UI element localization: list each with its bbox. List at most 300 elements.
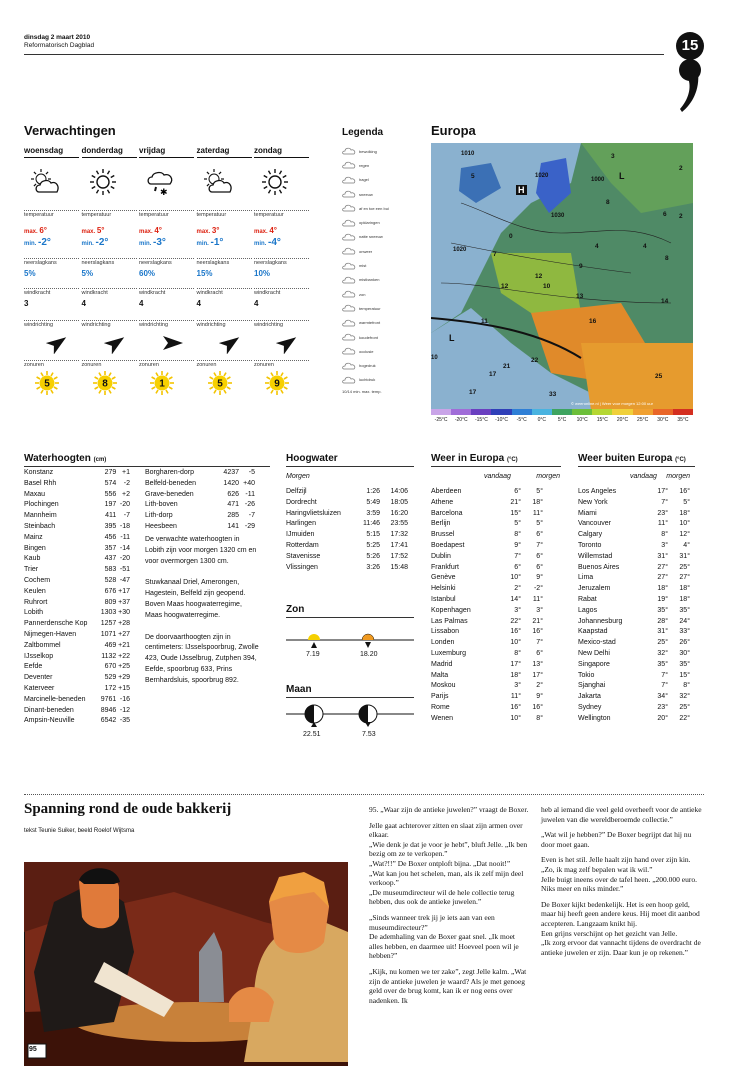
wind-label: windkracht (139, 288, 194, 296)
table-cell: Los Angeles (578, 488, 617, 495)
table-cell: 285 (227, 512, 239, 520)
table-row (24, 608, 130, 619)
partly-cloudy-icon (203, 168, 235, 198)
weer-buiten-unit: (°C) (675, 457, 686, 463)
sun-label: zonuren (82, 360, 137, 368)
weer-buiten-rule (578, 466, 695, 467)
table-cell: Pannerdensche Kop (24, 620, 88, 628)
table-row (145, 500, 255, 511)
map-temp: 14 (661, 298, 669, 305)
header-date: dinsdag 2 maart 2010 (24, 34, 91, 41)
svg-text:5: 5 (216, 378, 223, 390)
svg-text:5: 5 (44, 378, 50, 390)
table-cell: 18° (510, 671, 521, 679)
legend-label: onweer (359, 248, 373, 254)
table-row (578, 509, 690, 520)
table-row (24, 533, 130, 544)
table-cell: 7° (536, 639, 543, 647)
legend-symbol-icon (342, 261, 356, 271)
table-cell: 25° (679, 703, 690, 711)
table-cell: IJmuiden (286, 531, 315, 539)
table-row (24, 630, 130, 641)
table-cell: 7° (536, 541, 543, 549)
page-header (24, 34, 94, 50)
map-temp: 12 (501, 283, 509, 290)
table-row (286, 563, 411, 574)
legend-label: af en toe een bui (359, 205, 389, 211)
table-cell: 35° (679, 606, 690, 614)
table-cell: -2° (533, 585, 543, 593)
scale-tick: 30°C (657, 417, 669, 423)
table-cell: 17:52 (390, 552, 408, 560)
table-cell: 357 (104, 544, 117, 552)
legend-item (342, 244, 420, 258)
partly-cloudy-icon (30, 168, 62, 198)
min-label: min. (24, 241, 39, 247)
table-cell: Tokio (578, 671, 595, 679)
weer-buiten-cols (630, 473, 690, 480)
header-rule (24, 54, 664, 55)
scale-tick: 15°C (596, 417, 608, 423)
map-label-10: 10 (431, 355, 438, 361)
table-cell: 1257 (100, 620, 117, 628)
table-cell: Cochem (24, 576, 51, 584)
map-credit: © weeronline.nl | Weer voor morgen 12:00 uur (571, 401, 653, 406)
map-temp: 22 (531, 357, 539, 364)
table-cell: 15:48 (390, 563, 408, 571)
precip-value: 60% (139, 269, 156, 278)
table-row (431, 487, 543, 498)
legend-item (342, 273, 420, 287)
map-temp: 2 (679, 213, 683, 220)
day-name: zaterdag (197, 146, 252, 158)
table-row (24, 652, 130, 663)
legend-symbol-icon (342, 246, 356, 256)
table-cell: 2° (536, 682, 543, 690)
table-cell: 8° (661, 531, 668, 539)
hoogwater-rule (286, 466, 414, 467)
moonset-time: 7.53 (362, 731, 376, 738)
table-cell: Lobith (24, 609, 44, 617)
map-temp: 17 (469, 389, 477, 396)
sun-label: zonuren (254, 360, 309, 368)
table-cell: 14:06 (390, 488, 408, 495)
table-cell: Haringvlietsluizen (286, 509, 341, 517)
table-cell: 31° (657, 628, 668, 636)
table-cell: Boedapest (431, 541, 465, 549)
table-cell: 456 (104, 533, 117, 541)
table-cell: Willemstad (578, 552, 613, 560)
table-row (286, 519, 411, 530)
table-cell: Basel Rhh (24, 479, 57, 487)
min-temp (24, 237, 79, 248)
map-temp: 10 (543, 283, 551, 290)
precip-label: neerslagkans (24, 258, 79, 266)
table-cell: 26° (679, 639, 690, 647)
table-cell: -35 (119, 717, 130, 725)
table-cell: Katerveer (24, 684, 55, 692)
table-row (431, 584, 543, 595)
min-value: -4° (268, 237, 281, 248)
table-cell: Ruhrort (24, 598, 48, 606)
table-cell: Grave-beneden (145, 490, 194, 498)
table-cell: Parijs (431, 693, 449, 701)
legend-item (342, 373, 420, 387)
table-row (431, 606, 543, 617)
table-cell: 31° (657, 552, 668, 560)
table-row (431, 692, 543, 703)
table-cell: 17° (657, 488, 668, 495)
table-cell: 172 (104, 684, 117, 692)
table-cell: 8° (514, 531, 521, 539)
table-cell: Wenen (431, 714, 454, 722)
table-row (578, 519, 690, 530)
temperature-scale (431, 417, 693, 423)
table-cell: 4237 (223, 469, 239, 476)
table-cell: 18:05 (390, 498, 408, 506)
table-cell: 35° (657, 660, 668, 668)
story-column-1 (369, 805, 529, 1011)
table-cell: 9° (536, 574, 543, 582)
table-row (578, 606, 690, 617)
section-divider (24, 794, 704, 795)
legend-symbol-icon (342, 203, 356, 213)
min-temp (254, 237, 309, 248)
legend-item (342, 201, 420, 215)
table-row (286, 530, 411, 541)
max-label: max. (254, 229, 270, 235)
low-pressure-L2: L (449, 333, 455, 343)
max-label: max. (139, 229, 155, 235)
table-cell: 1420 (223, 479, 239, 487)
min-temp (82, 237, 137, 248)
table-cell: Bingen (24, 544, 46, 552)
table-cell: 32° (657, 649, 668, 657)
water-title-text: Waterhoogten (24, 453, 91, 464)
table-cell: 10° (510, 574, 521, 582)
table-cell: 5° (514, 520, 521, 528)
table-cell: 11° (532, 595, 543, 603)
table-cell: Dublin (431, 552, 451, 560)
day-name: vrijdag (139, 146, 194, 158)
table-cell: 1071 (100, 630, 117, 638)
table-cell: 33° (679, 628, 690, 636)
precip-label: neerslagkans (254, 258, 309, 266)
temperature-colorbar (431, 409, 693, 415)
map-temp: 9 (579, 263, 583, 270)
map-label-1010: 1010 (461, 151, 475, 157)
table-cell: 31° (679, 552, 690, 560)
weer-europa-unit: (°C) (506, 457, 518, 463)
table-cell: Sydney (578, 703, 602, 711)
table-cell: 18° (657, 585, 668, 593)
legend-item (342, 158, 420, 172)
legend-item (342, 258, 420, 272)
weer-buiten-table (578, 487, 690, 725)
svg-text:8: 8 (101, 378, 108, 390)
table-cell: 471 (227, 501, 239, 509)
table-cell: 529 (104, 674, 117, 682)
table-cell: Mannheim (24, 512, 57, 520)
forecast-title: Verwachtingen (24, 123, 116, 138)
table-cell: 5:25 (366, 541, 380, 549)
table-cell: Sjanghai (578, 682, 606, 690)
map-temp: 21 (503, 363, 511, 370)
max-temp (254, 226, 309, 235)
max-value: 4° (269, 226, 277, 235)
table-cell: Mainz (24, 533, 43, 541)
legend-symbol-icon (342, 160, 356, 170)
table-row (431, 541, 543, 552)
maan-rule (286, 697, 414, 698)
legend-label: bewolking (359, 148, 377, 154)
table-cell: Genève (431, 574, 456, 582)
scale-tick: 25°C (637, 417, 649, 423)
table-row (24, 522, 130, 533)
zon-rule (286, 617, 414, 618)
table-row (24, 673, 130, 684)
sun-label: zonuren (24, 360, 79, 368)
min-temp (139, 237, 194, 248)
table-cell: Toronto (578, 541, 602, 549)
table-cell: Calgary (578, 531, 603, 539)
panel-number: 95 (29, 1046, 37, 1053)
legend-title: Legenda (342, 127, 384, 138)
table-cell: Barcelona (431, 509, 463, 517)
table-row (578, 530, 690, 541)
table-row (578, 573, 690, 584)
table-cell: 23:55 (390, 520, 408, 528)
table-row (578, 681, 690, 692)
sunrise-time: 7.19 (306, 651, 320, 658)
max-label: max. (196, 229, 212, 235)
table-cell: 626 (227, 490, 239, 498)
svg-text:9: 9 (274, 378, 280, 390)
hoogwater-table (286, 487, 411, 573)
table-cell: Lima (578, 574, 594, 582)
legend-label: occlusie (359, 348, 374, 354)
legend-label: zon (359, 291, 366, 297)
table-cell: 11° (510, 693, 521, 701)
scale-tick: 10°C (576, 417, 588, 423)
map-temp: 33 (549, 391, 557, 398)
table-row (431, 498, 543, 509)
scale-tick: -20°C (454, 417, 468, 423)
table-row (24, 554, 130, 565)
europe-map-graphic (431, 143, 693, 410)
table-cell: Buenos Aires (578, 563, 620, 571)
table-row (578, 541, 690, 552)
table-cell: 7° (514, 552, 521, 560)
scale-tick: 5°C (557, 417, 567, 423)
table-row (24, 706, 130, 717)
forecast-day-woensdag (24, 146, 79, 396)
table-cell: 18° (532, 498, 543, 506)
table-row (431, 703, 543, 714)
table-cell: +2 (122, 490, 130, 498)
table-row (578, 703, 690, 714)
legend-item (342, 358, 420, 372)
table-cell: 5° (683, 498, 690, 506)
max-value: 5° (96, 226, 105, 235)
water-table-1 (24, 468, 130, 727)
high-pressure-H: H (518, 185, 525, 195)
table-row (24, 479, 130, 490)
table-row (145, 522, 255, 533)
legend-symbol-icon (342, 332, 356, 342)
table-row (145, 468, 255, 479)
table-cell: 28° (657, 617, 668, 625)
table-cell: 14° (510, 595, 521, 603)
story-paragraph: De Boxer kijkt bedenkelijk. Het is een hoop geld, maar hij heeft geen andere keus. Hij moet dit aanbod accepteren. Langzaam knikt hij. Een grijns verschijnt op het gezicht van Jelle. „Ik zorg ervoor dat vannacht tijdens de overdracht de antieke juwelen er zijn. Daar kun je op rekenen.” (541, 899, 701, 957)
table-cell: -7 (123, 512, 130, 520)
table-cell: 21° (532, 617, 543, 625)
table-row (578, 487, 690, 498)
legend-list (342, 144, 420, 387)
legend-item (342, 316, 420, 330)
table-cell: Rome (431, 703, 450, 711)
table-row (578, 660, 690, 671)
table-cell: Lagos (578, 606, 598, 614)
table-cell: Konstanz (24, 469, 54, 476)
weer-europa-table (431, 487, 543, 725)
wind-direction-arrow-icon (46, 332, 70, 354)
max-value: 6° (39, 226, 47, 235)
table-cell: 10° (510, 714, 521, 722)
table-row (24, 468, 130, 479)
table-cell: 20° (657, 714, 668, 722)
table-cell: 22° (510, 617, 521, 625)
table-cell: 8946 (100, 706, 117, 714)
table-cell: 11° (657, 520, 668, 528)
map-temp: 0 (509, 233, 513, 240)
table-cell: 16° (510, 628, 521, 636)
table-cell: Lissabon (431, 628, 460, 636)
weer-europa-cols (484, 473, 560, 480)
table-row (431, 509, 543, 520)
table-row (286, 509, 411, 520)
wind-label: windkracht (24, 288, 79, 296)
table-cell: 21° (510, 498, 521, 506)
table-cell: -29 (244, 522, 255, 530)
table-cell: -11 (245, 490, 255, 498)
scale-tick: 35°C (677, 417, 689, 423)
table-cell: Stavenisse (286, 552, 321, 560)
table-cell: +28 (118, 620, 130, 628)
table-row (431, 519, 543, 530)
table-cell: 583 (104, 566, 117, 574)
temp-label: temperatuur (139, 210, 194, 218)
map-temp: 13 (576, 293, 584, 300)
table-row (578, 671, 690, 682)
legend-label: mist (359, 263, 367, 269)
wind-label: windkracht (197, 288, 252, 296)
table-cell: 17° (532, 671, 543, 679)
table-cell: Delfzijl (286, 488, 307, 495)
legend-item (342, 301, 420, 315)
table-cell: +25 (118, 663, 130, 671)
wind-value: 4 (139, 299, 144, 308)
maan-title: Maan (286, 684, 312, 695)
map-temp: 4 (643, 243, 647, 250)
table-cell: +37 (118, 598, 130, 606)
map-temp: 25 (655, 373, 663, 380)
col-vandaag-b: vandaag (630, 473, 657, 480)
water-note-1: De verwachte waterhoogten in Lobith zijn voor morgen 1320 cm en voor overmorgen 1300 cm. (145, 536, 257, 565)
table-cell: Johannesburg (578, 617, 623, 625)
legend-symbol-icon (342, 303, 356, 313)
sunhours-sun-icon (149, 370, 175, 396)
table-cell: Madrid (431, 660, 453, 668)
table-cell: 27° (657, 563, 668, 571)
table-row (145, 490, 255, 501)
low-pressure-L1: L (619, 171, 625, 181)
weer-europa-title-text: Weer in Europa (431, 453, 505, 464)
table-cell: 7° (661, 671, 668, 679)
map-temp: 16 (589, 318, 597, 325)
table-row (431, 649, 543, 660)
table-cell: 141 (227, 522, 239, 530)
precip-label: neerslagkans (139, 258, 194, 266)
table-cell: Istanbul (431, 595, 456, 603)
table-cell: Mexico-stad (578, 639, 616, 647)
table-cell: Wellington (578, 714, 611, 722)
table-cell: Lith-boven (145, 501, 178, 509)
scale-tick: -10°C (495, 417, 508, 423)
table-cell: Berlijn (431, 520, 451, 528)
table-cell: Jeruzalem (578, 585, 611, 593)
table-cell: 6° (536, 552, 543, 560)
table-cell: 5:15 (366, 531, 380, 539)
table-row (578, 627, 690, 638)
moonrise-time: 22.51 (303, 731, 321, 738)
sunhours-sun-icon (264, 370, 290, 396)
sun-icon (260, 168, 292, 198)
table-cell: 1:26 (366, 488, 380, 495)
hoogwater-title: Hoogwater (286, 453, 338, 464)
table-cell: Keulen (24, 587, 46, 595)
temp-label: temperatuur (254, 210, 309, 218)
legend-label: natte sneeuw (359, 234, 383, 240)
table-cell: Vlissingen (286, 563, 318, 571)
table-cell: -47 (119, 576, 130, 584)
water-unit: (cm) (93, 457, 107, 463)
table-cell: Belfeld-beneden (145, 479, 196, 487)
table-cell: 6° (536, 563, 543, 571)
table-row (24, 490, 130, 501)
min-temp (197, 237, 252, 248)
sun-label: zonuren (197, 360, 252, 368)
table-cell: Deventer (24, 674, 53, 682)
direction-label: windrichting (254, 320, 309, 328)
table-row (578, 617, 690, 628)
table-cell: 6542 (100, 717, 117, 725)
table-row (145, 511, 255, 522)
wind-value: 4 (81, 299, 86, 308)
table-cell: New York (578, 498, 608, 506)
table-cell: 3° (536, 606, 543, 614)
water-note-2: Stuwkanaal Driel, Amerongen, Hagestein, Belfeld zijn geopend. Boven Maas hoogwaterregime, Maas hoogwaterregime. (145, 579, 246, 619)
table-cell: -5 (248, 469, 255, 476)
min-label: min. (196, 241, 211, 247)
table-cell: IJsselkop (24, 652, 54, 660)
legend-temp-item: 10/14 min. max. temp. (342, 389, 382, 395)
table-cell: 9761 (100, 695, 117, 703)
table-cell: Aberdeen (431, 488, 462, 495)
table-cell: 3:59 (366, 509, 380, 517)
col-morgen-b: morgen (666, 473, 690, 480)
scale-tick: -15°C (474, 417, 488, 423)
